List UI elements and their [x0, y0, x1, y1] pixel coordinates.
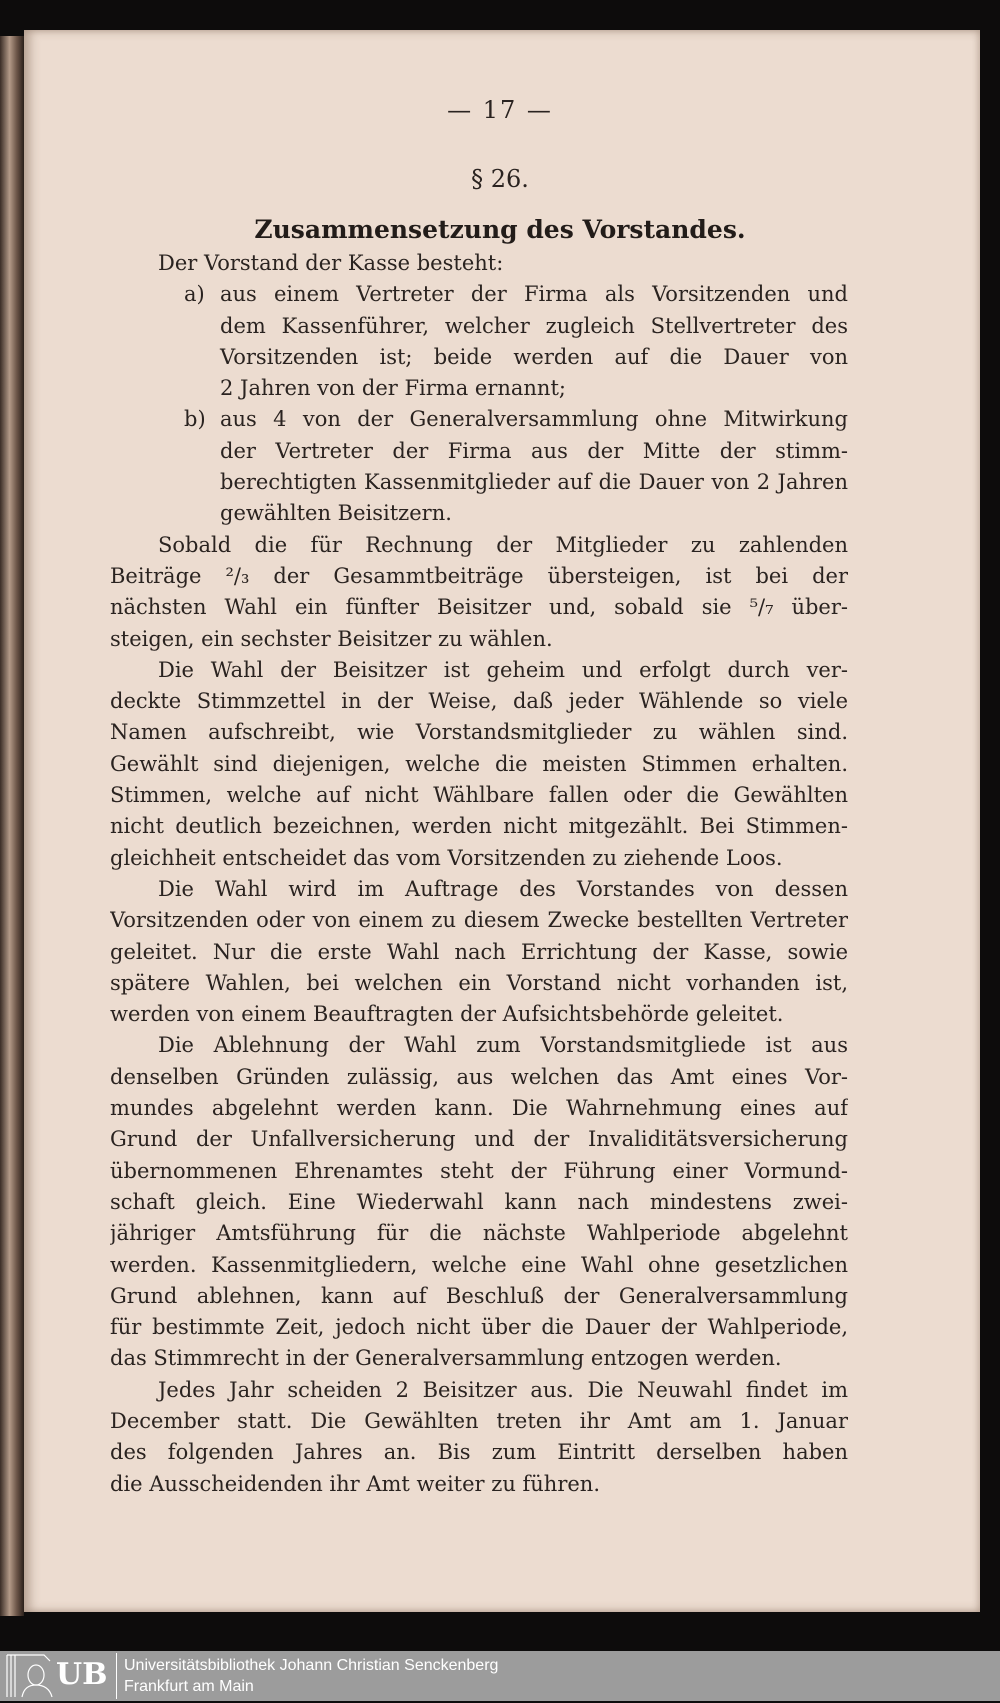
paragraph-line: werden von einem Beauftragten der Aufsichtsbehörde geleitet. — [110, 1002, 784, 1027]
paragraph-line: Grund ablehnen, kann auf Beschluß der Generalversammlung — [110, 1283, 848, 1308]
list-item-line — [110, 373, 848, 404]
paragraph-line: deckte Stimmzettel in der Weise, daß jeder Wählende so viele — [110, 689, 848, 714]
list-item-line — [110, 404, 848, 435]
paragraph-line: übernommenen Ehrenamtes steht der Führung einer Vormund- — [110, 1158, 848, 1183]
library-logo — [4, 1653, 117, 1699]
paragraph-line: spätere Wahlen, bei welchen ein Vorstand nicht vorhanden ist, — [110, 970, 848, 995]
line-text: Vorsitzenden ist; beide werden auf die Dauer von — [220, 344, 848, 369]
line-text: aus einem Vertreter der Firma als Vorsitzenden und — [220, 282, 848, 307]
paragraph-line: Gewählt sind diejenigen, welche die meisten Stimmen erhalten. — [110, 751, 848, 776]
paragraph-line: Die Wahl wird im Auftrage des Vorstandes von dessen — [158, 876, 848, 901]
paragraph-line: die Ausscheidenden ihr Amt weiter zu führen. — [110, 1471, 601, 1496]
list-item-line — [110, 498, 848, 529]
intro-line: Der Vorstand der Kasse besteht: — [158, 251, 504, 275]
list-item-line — [110, 436, 848, 467]
list-marker: b) — [184, 407, 206, 432]
line-text: der Vertreter der Firma aus der Mitte der stimm- — [220, 438, 848, 463]
paragraph-line: Namen aufschreibt, wie Vorstandsmitglieder zu wählen sind. — [110, 720, 848, 745]
paragraph-line: das Stimmrecht in der Generalversammlung entzogen werden. — [110, 1346, 782, 1371]
paragraph-line: werden. Kassenmitgliedern, welche eine Wahl ohne gesetzlichen — [110, 1252, 848, 1277]
portrait-logo-icon — [4, 1653, 54, 1699]
line-text: gewählten Beisitzern. — [220, 501, 452, 526]
paragraph-line: mundes abgelehnt werden kann. Die Wahrnehmung eines auf — [110, 1096, 848, 1121]
paragraph-line: nächsten Wahl ein fünfter Beisitzer und, sobald sie ⁵/₇ über- — [110, 595, 848, 620]
library-location: Frankfurt am Main — [124, 1678, 254, 1695]
library-name: Universitätsbibliothek Johann Christian Senckenberg — [124, 1657, 499, 1674]
list-item-line — [110, 279, 848, 310]
list-item-line — [110, 342, 848, 373]
logo-text: UB — [56, 1657, 108, 1692]
section-number: § 26. — [471, 165, 529, 193]
paragraph-line: Stimmen, welche auf nicht Wählbare fallen oder die Gewählten — [110, 783, 848, 808]
page-number: — 17 — — [447, 96, 553, 124]
library-footer — [0, 1651, 1000, 1701]
list-item-line — [110, 467, 848, 498]
paragraph-line: schaft gleich. Eine Wiederwahl kann nach mindestens zwei- — [110, 1189, 848, 1214]
list-marker: a) — [184, 282, 205, 307]
paragraph-line: des folgenden Jahres an. Bis zum Eintritt derselben haben — [110, 1440, 848, 1465]
line-text: dem Kassenführer, welcher zugleich Stellvertreter des — [220, 313, 848, 338]
paragraph-line: für bestimmte Zeit, jedoch nicht über die Dauer der Wahlperiode, — [110, 1315, 848, 1340]
paragraph-line: Grund der Unfallversicherung und der Invaliditätsversicherung — [110, 1127, 848, 1152]
line-text: aus 4 von der Generalversammlung ohne Mitwirkung — [220, 407, 848, 432]
paragraph-line: nicht deutlich bezeichnen, werden nicht mitgezählt. Bei Stimmen- — [110, 814, 848, 839]
line-text: berechtigten Kassenmitglieder auf die Dauer von 2 Jahren — [220, 470, 848, 495]
paragraph-line: denselben Gründen zulässig, aus welchen das Amt eines Vor- — [110, 1064, 848, 1089]
paragraph-line: Die Ablehnung der Wahl zum Vorstandsmitgliede ist aus — [158, 1033, 848, 1058]
book-spine — [0, 36, 24, 1616]
paragraph-line: geleitet. Nur die erste Wahl nach Errichtung der Kasse, sowie — [110, 939, 848, 964]
paragraph-line: gleichheit entscheidet das vom Vorsitzenden zu ziehende Loos. — [110, 845, 783, 870]
paragraph-line: jähriger Amtsführung für die nächste Wahlperiode abgelehnt — [110, 1221, 848, 1246]
paragraph-line: Die Wahl der Beisitzer ist geheim und erfolgt durch ver- — [158, 657, 848, 682]
paragraph-line: Jedes Jahr scheiden 2 Beisitzer aus. Die Neuwahl findet im — [158, 1377, 848, 1402]
list-item-line — [110, 311, 848, 342]
section-heading: Zusammensetzung des Vorstandes. — [254, 215, 746, 244]
line-text: 2 Jahren von der Firma ernannt; — [220, 376, 566, 401]
paragraph-line: Vorsitzenden oder von einem zu diesem Zwecke bestellten Vertreter — [110, 908, 848, 933]
paragraph-line: December statt. Die Gewählten treten ihr Amt am 1. Januar — [110, 1408, 848, 1433]
paragraph-line: Sobald die für Rechnung der Mitglieder zu zahlenden — [158, 532, 848, 557]
body-text — [110, 248, 848, 1500]
paragraph-line: Beiträge ²/₃ der Gesammtbeiträge übersteigen, ist bei der — [110, 563, 848, 588]
paragraph-line: steigen, ein sechster Beisitzer zu wählen. — [110, 626, 553, 651]
